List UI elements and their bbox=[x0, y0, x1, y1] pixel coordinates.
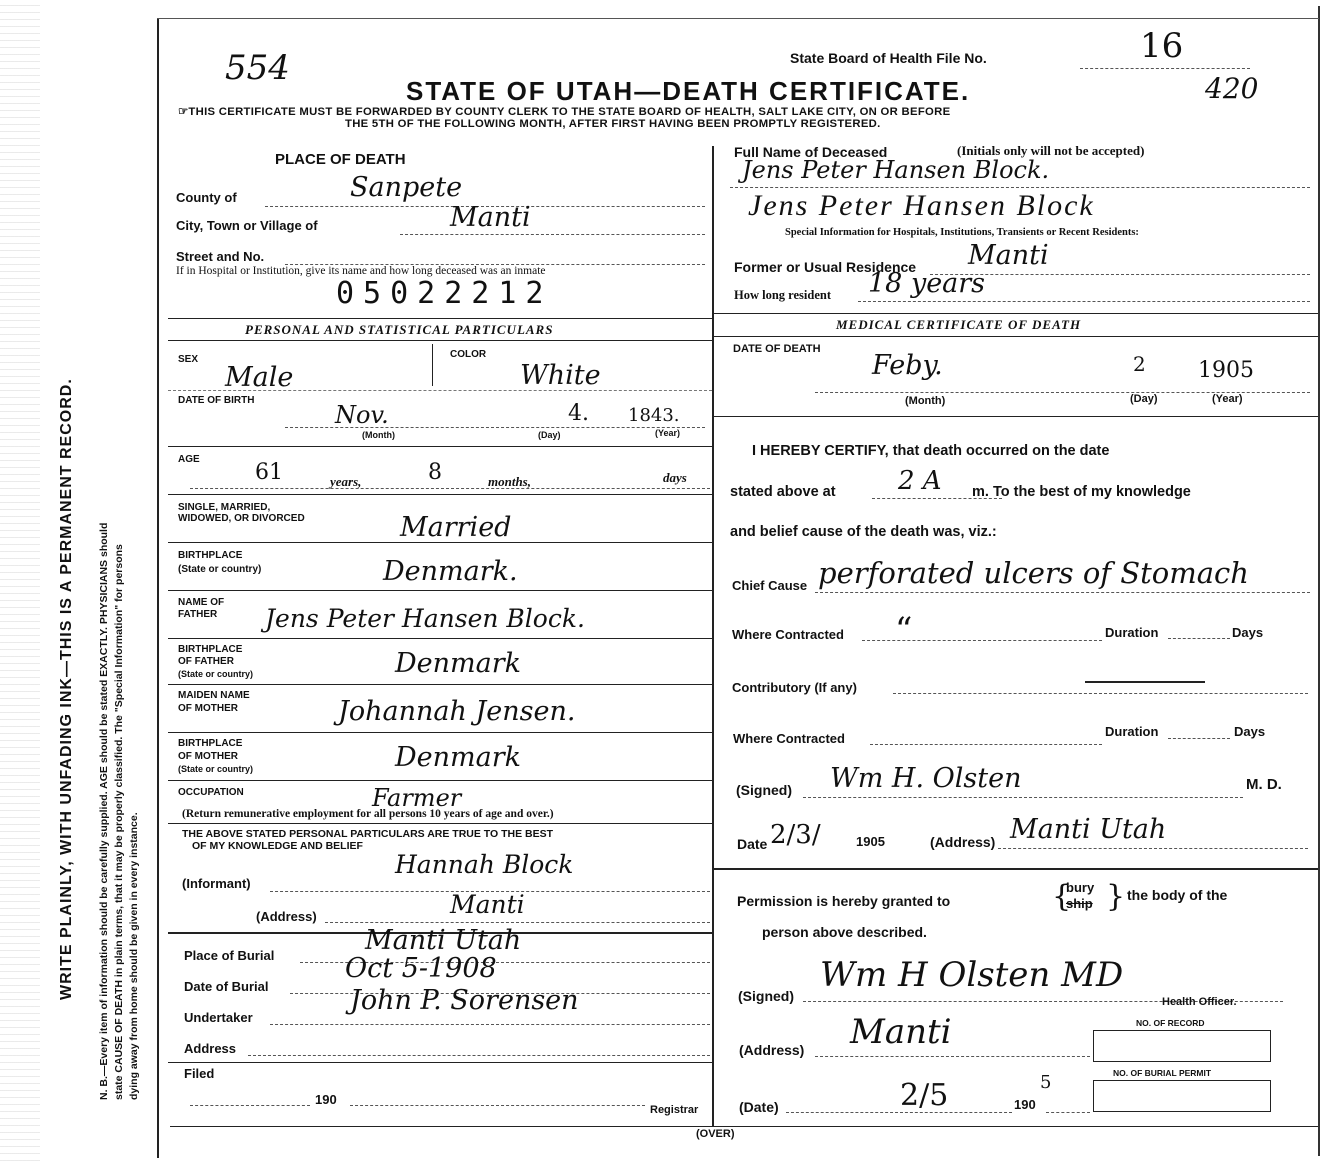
permission-date-value: 2/5 bbox=[900, 1078, 949, 1113]
filed-top-line bbox=[168, 1062, 712, 1063]
undertaker-address-line bbox=[248, 1055, 710, 1056]
undertaker-value: John P. Sorensen bbox=[350, 985, 579, 1016]
medical-heading: MEDICAL CERTIFICATE OF DEATH bbox=[836, 317, 1082, 332]
row-line-2 bbox=[168, 446, 712, 447]
father-value: Jens Peter Hansen Block. bbox=[265, 604, 585, 633]
margin-permanent-record: WRITE PLAINLY, WITH UNFADING INK—THIS IS A PERMANENT RECORD. bbox=[58, 378, 75, 1000]
death-day-value: 2 bbox=[1133, 352, 1146, 376]
age-label: AGE bbox=[178, 454, 200, 465]
bracket-right: } bbox=[1106, 879, 1126, 914]
row-line-10 bbox=[168, 823, 712, 824]
row-line-8 bbox=[168, 732, 712, 733]
true-statement-1: THE ABOVE STATED PERSONAL PARTICULARS ARE TRUE TO THE BEST bbox=[182, 828, 554, 840]
place-of-death-heading: PLACE OF DEATH bbox=[275, 151, 406, 168]
how-long-line bbox=[858, 301, 1310, 302]
age-months: 8 bbox=[428, 460, 442, 485]
color-value: White bbox=[520, 360, 601, 391]
health-officer-signature: Wm H Olsten MD bbox=[820, 955, 1124, 995]
age-years: 61 bbox=[255, 460, 283, 485]
duration-2-label: Duration bbox=[1105, 724, 1159, 739]
burial-permit-label: NO. OF BURIAL PERMIT bbox=[1113, 1068, 1212, 1078]
health-officer-label: Health Officer. bbox=[1162, 996, 1237, 1008]
certify-line-2a: stated above at bbox=[730, 484, 836, 500]
margin-note-1: N. B.—Every item of information should be carefully supplied. AGE should be stated EXACTLY. PHYSICIANS should bbox=[98, 522, 110, 1100]
mother-bp-label-3: (State or country) bbox=[178, 764, 254, 774]
md-label: M. D. bbox=[1246, 776, 1282, 793]
mother-bp-label-2: OF MOTHER bbox=[178, 751, 238, 762]
death-month-value: Feby. bbox=[872, 350, 943, 381]
deceased-name-print: Jens Peter Hansen Block bbox=[748, 189, 1095, 222]
health-officer-address-line bbox=[815, 1056, 1090, 1057]
row-line-4 bbox=[168, 542, 712, 543]
street-label: Street and No. bbox=[176, 249, 265, 264]
certify-time-value: 2 A bbox=[898, 466, 942, 496]
dob-day-caption: (Day) bbox=[538, 430, 561, 440]
true-statement-2: OF MY KNOWLEDGE AND BELIEF bbox=[192, 840, 363, 852]
footer-line bbox=[170, 1126, 1318, 1127]
dob-label: DATE OF BIRTH bbox=[178, 395, 255, 406]
father-label-2: FATHER bbox=[178, 609, 218, 620]
where-contracted-value: “ bbox=[895, 610, 913, 650]
father-bp-label-2: OF FATHER bbox=[178, 656, 234, 667]
marital-label-1: SINGLE, MARRIED, bbox=[178, 502, 271, 513]
ship-option: ship bbox=[1066, 896, 1093, 911]
certify-top-line bbox=[714, 416, 1318, 417]
city-label: City, Town or Village of bbox=[176, 218, 318, 233]
permission-year-label: 190 bbox=[1014, 1097, 1036, 1112]
registrar-label: Registrar bbox=[650, 1104, 699, 1116]
birthplace-label-1: BIRTHPLACE bbox=[178, 550, 243, 561]
handwritten-number-top-left: 554 bbox=[225, 48, 290, 88]
permission-text-3: person above described. bbox=[762, 924, 927, 940]
county-label: County of bbox=[176, 190, 237, 205]
margin-note-3: dying away from home should be given in every instance. bbox=[128, 812, 140, 1100]
handwritten-number-top-right: 420 bbox=[1205, 72, 1259, 105]
years-caption: years, bbox=[330, 474, 362, 489]
permission-text-1: Permission is hereby granted to bbox=[737, 893, 951, 909]
informant-label: (Informant) bbox=[182, 876, 251, 891]
health-officer-address-label: (Address) bbox=[739, 1042, 805, 1058]
certify-line-3: and belief cause of the death was, viz.: bbox=[730, 524, 997, 540]
months-caption: months, bbox=[488, 474, 531, 489]
mother-bp-label-1: BIRTHPLACE bbox=[178, 738, 243, 749]
county-value: Sanpete bbox=[350, 172, 463, 203]
duration-2-days-label: Days bbox=[1234, 724, 1266, 739]
row-line-6 bbox=[168, 638, 712, 639]
contributory-dash-stroke bbox=[1085, 681, 1205, 683]
duration-label: Duration bbox=[1105, 625, 1159, 640]
personal-bottom-line bbox=[168, 340, 712, 341]
dob-month-caption: (Month) bbox=[362, 430, 395, 440]
how-long-label: How long resident bbox=[734, 288, 831, 302]
filed-year: 190 bbox=[315, 1092, 337, 1107]
permission-year-line bbox=[1046, 1112, 1090, 1113]
doctor-address-value: Manti Utah bbox=[1010, 814, 1167, 845]
sex-value: Male bbox=[225, 362, 294, 393]
mother-label-1: MAIDEN NAME bbox=[178, 690, 250, 701]
how-long-value: 18 years bbox=[868, 268, 986, 299]
duration-2-line bbox=[1168, 738, 1230, 739]
death-month-caption: (Month) bbox=[905, 395, 946, 407]
contributory-line bbox=[893, 693, 1308, 694]
burial-date-label: Date of Burial bbox=[184, 979, 269, 994]
birthplace-label-2: (State or country) bbox=[178, 564, 262, 575]
doctor-signature: Wm H. Olsten bbox=[830, 763, 1022, 794]
notice-line-1: ☞THIS CERTIFICATE MUST BE FORWARDED BY COUNTY CLERK TO THE STATE BOARD OF HEALTH, SALT LAKE CITY, ON OR BEFORE bbox=[178, 106, 951, 118]
deceased-name-handwritten: Jens Peter Hansen Block. bbox=[742, 156, 1050, 184]
medical-top-line bbox=[714, 313, 1318, 314]
burial-place-value: Manti Utah bbox=[365, 925, 522, 956]
deceased-name-label: Full Name of Deceased bbox=[734, 144, 888, 160]
burial-place-label: Place of Burial bbox=[184, 948, 275, 963]
burial-date-value: Oct 5-1908 bbox=[345, 953, 497, 984]
registrar-line bbox=[350, 1105, 645, 1106]
marital-label-2: WIDOWED, OR DIVORCED bbox=[178, 513, 305, 524]
health-officer-signed-label: (Signed) bbox=[738, 988, 794, 1004]
death-day-caption: (Day) bbox=[1130, 393, 1158, 405]
left-frame-line bbox=[157, 18, 159, 1158]
sex-label: SEX bbox=[178, 354, 199, 365]
father-bp-label-1: BIRTHPLACE bbox=[178, 644, 243, 655]
margin-note-2: state CAUSE OF DEATH in plain terms, that it may be properly classified. The "Special Information" for persons bbox=[113, 544, 125, 1100]
chief-cause-line bbox=[815, 592, 1310, 593]
city-line bbox=[400, 234, 705, 235]
sign-date-value: 2/3/ bbox=[770, 820, 821, 850]
father-label-1: NAME OF bbox=[178, 597, 225, 608]
undertaker-label: Undertaker bbox=[184, 1010, 253, 1025]
permission-date-line bbox=[786, 1112, 1012, 1113]
deceased-name-note: (Initials only will not be accepted) bbox=[957, 143, 1145, 158]
undertaker-address-label: Address bbox=[184, 1041, 237, 1056]
file-no-line bbox=[1080, 68, 1250, 69]
contributory-label: Contributory (If any) bbox=[732, 680, 857, 695]
informant-value: Hannah Block bbox=[395, 850, 574, 879]
certificate-title: STATE OF UTAH—DEATH CERTIFICATE. bbox=[406, 76, 971, 106]
personal-heading: PERSONAL AND STATISTICAL PARTICULARS bbox=[245, 322, 554, 337]
occupation-label: OCCUPATION bbox=[178, 787, 244, 798]
top-frame-line bbox=[157, 18, 1319, 19]
record-no-box[interactable] bbox=[1093, 1030, 1271, 1062]
dob-year: 1843. bbox=[628, 405, 680, 426]
where-contracted-label: Where Contracted bbox=[732, 627, 844, 642]
deceased-name-line bbox=[730, 187, 1310, 188]
permission-text-2: the body of the bbox=[1127, 887, 1228, 903]
residence-value: Manti bbox=[968, 240, 1049, 271]
burial-permit-box[interactable] bbox=[1093, 1080, 1271, 1112]
bury-option: bury bbox=[1066, 880, 1095, 895]
birthplace-value: Denmark. bbox=[383, 556, 518, 587]
dob-year-caption: (Year) bbox=[655, 428, 681, 438]
over-label: (OVER) bbox=[696, 1128, 735, 1140]
occupation-note: (Return remunerative employment for all persons 10 years of age and over.) bbox=[182, 808, 554, 820]
row-line-1 bbox=[168, 390, 712, 391]
sex-color-divider bbox=[432, 344, 433, 386]
date-of-death-label: DATE OF DEATH bbox=[733, 343, 821, 355]
father-bp-label-3: (State or country) bbox=[178, 669, 254, 679]
days-caption: days bbox=[663, 470, 687, 485]
personal-top-line bbox=[168, 318, 712, 319]
doctor-address-label: (Address) bbox=[930, 834, 996, 850]
permission-year-value: 5 bbox=[1040, 1072, 1052, 1093]
row-line-7 bbox=[168, 684, 712, 685]
medical-heading-bottom-line bbox=[714, 336, 1318, 337]
notice-line-2: THE 5TH OF THE FOLLOWING MONTH, AFTER FIRST HAVING BEEN PROMPTLY REGISTERED. bbox=[345, 118, 881, 130]
file-no-value: 16 bbox=[1140, 26, 1184, 66]
death-year-value: 1905 bbox=[1198, 358, 1254, 383]
undertaker-line bbox=[270, 1024, 710, 1025]
permission-top-line bbox=[714, 868, 1318, 870]
death-year-caption: (Year) bbox=[1212, 393, 1243, 405]
father-bp-value: Denmark bbox=[395, 648, 521, 679]
right-frame-line bbox=[1318, 6, 1320, 1156]
mother-label-2: OF MOTHER bbox=[178, 703, 238, 714]
certify-line-1: I HEREBY CERTIFY, that death occurred on the date bbox=[752, 443, 1110, 459]
informant-address-value: Manti bbox=[450, 890, 525, 919]
duration-line bbox=[1168, 638, 1230, 639]
filed-date-line bbox=[190, 1105, 310, 1106]
stamp-number: 05022212 bbox=[336, 276, 553, 311]
residence-line bbox=[930, 274, 1310, 275]
where-contracted-2-line bbox=[870, 744, 1102, 745]
row-line-5 bbox=[168, 590, 712, 591]
record-no-label: NO. OF RECORD bbox=[1136, 1018, 1205, 1028]
dob-month: Nov. bbox=[335, 401, 389, 429]
permission-date-label: (Date) bbox=[739, 1099, 779, 1115]
bracket-left: { bbox=[1052, 879, 1072, 914]
file-no-label: State Board of Health File No. bbox=[790, 50, 987, 66]
age-line bbox=[190, 488, 710, 489]
color-label: COLOR bbox=[450, 349, 487, 360]
health-officer-address-value: Manti bbox=[850, 1012, 952, 1052]
where-contracted-2-label: Where Contracted bbox=[733, 731, 845, 746]
sign-date-label: Date bbox=[737, 836, 768, 852]
hospital-note: If in Hospital or Institution, give its name and how long deceased was an inmate bbox=[176, 265, 546, 277]
where-contracted-line bbox=[862, 640, 1102, 641]
informant-address-line bbox=[325, 922, 710, 923]
duration-days-label: Days bbox=[1232, 625, 1264, 640]
doctor-signed-line bbox=[803, 797, 1243, 798]
dob-line bbox=[285, 427, 705, 428]
residence-label: Former or Usual Residence bbox=[734, 259, 917, 275]
chief-cause-label: Chief Cause bbox=[732, 578, 808, 593]
row-line-9 bbox=[168, 780, 712, 781]
doctor-signed-label: (Signed) bbox=[736, 782, 792, 798]
row-line-3 bbox=[168, 494, 712, 495]
center-divider bbox=[712, 146, 714, 1126]
sign-year-value: 1905 bbox=[856, 834, 885, 849]
certify-line-2b: m. To the best of my knowledge bbox=[972, 484, 1191, 500]
left-edge-texture bbox=[0, 0, 40, 1167]
marital-value: Married bbox=[400, 512, 512, 543]
informant-address-label: (Address) bbox=[256, 909, 317, 924]
chief-cause-value: perforated ulcers of Stomach bbox=[818, 556, 1249, 590]
city-value: Manti bbox=[450, 202, 531, 233]
filed-label: Filed bbox=[184, 1066, 215, 1081]
dob-day: 4. bbox=[568, 401, 589, 426]
mother-bp-value: Denmark bbox=[395, 742, 521, 773]
mother-value: Johannah Jensen. bbox=[338, 696, 576, 727]
occupation-value: Farmer bbox=[372, 784, 462, 812]
special-info-note: Special Information for Hospitals, Institutions, Transients or Recent Residents: bbox=[785, 227, 1139, 238]
doctor-address-line bbox=[998, 848, 1308, 849]
